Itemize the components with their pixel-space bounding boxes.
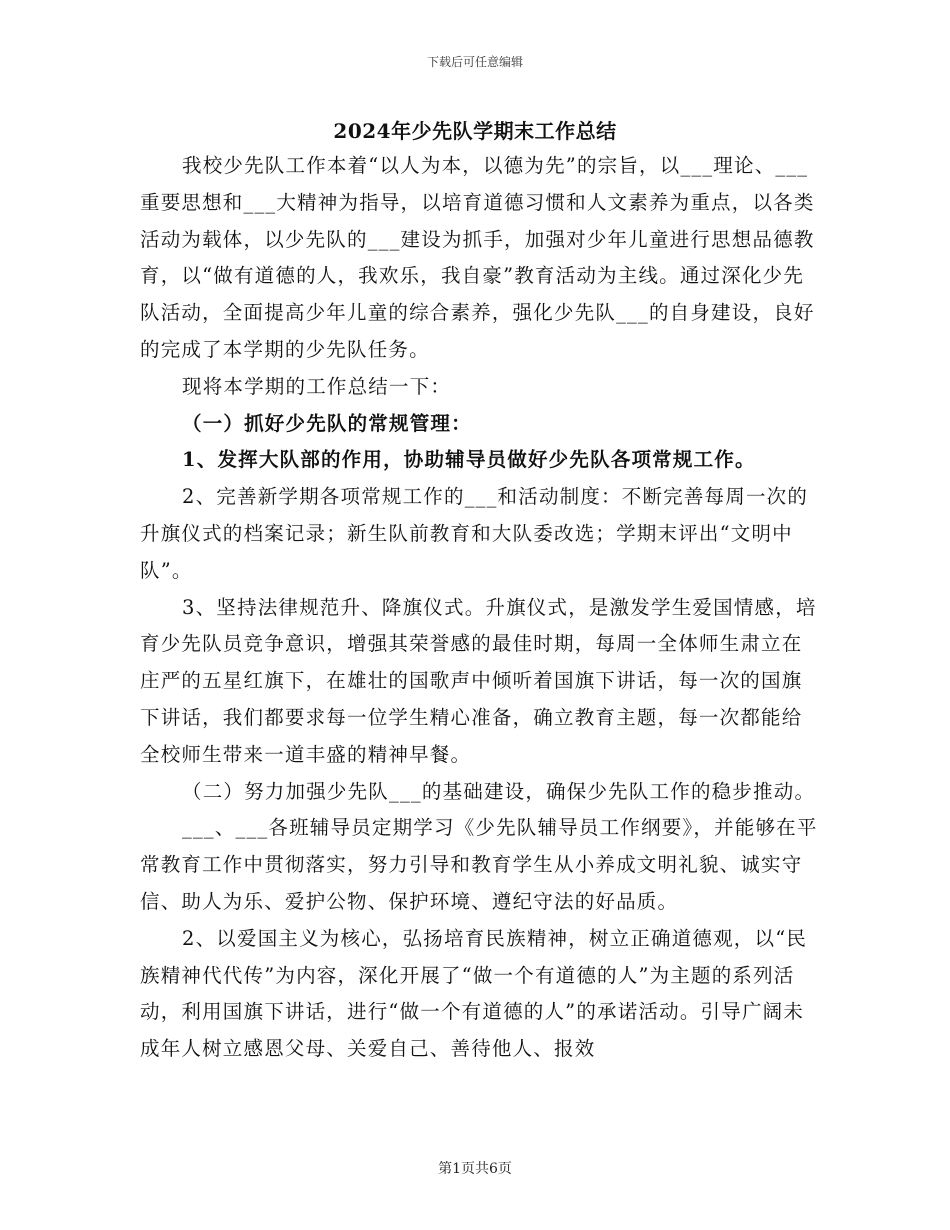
section-heading-2: （二）努力加强少先队___的基础建设，确保少先队工作的稳步推动。 [182, 779, 816, 803]
section-heading-1: （一）抓好少先队的常规管理： [182, 411, 472, 435]
summary-lead-paragraph: 现将本学期的工作总结一下： [182, 374, 452, 398]
page-number-footer: 第1页共6页 [438, 1161, 512, 1177]
item-paragraph-section2-1: ___、___各班辅导员定期学习《少先队辅导员工作纲要》，并能够在平常教育工作中贯彻落实，努力引导和教育学生从小养成文明礼貌、诚实守信、助人为乐、爱护公物、保护环境、遵纪守法的好品质。 [140, 816, 818, 913]
intro-paragraph: 我校少先队工作本着“以人为本，以德为先”的宗旨，以___理论、___重要思想和___大精神为指导，以培育道德习惯和人文素养为重点，以各类活动为载体，以少先队的___建设为抓手，加强对少年儿童进行思想品德教育，以“做有道德的人，我欢乐，我自豪”教育活动为主线。通过深化少先队活动，全面提高少年儿童的综合素养，强化少先队___的自身建设，良好的完成了本学期的少先队任务。 [140, 154, 815, 361]
document-title: 2024年少先队学期末工作总结 [333, 119, 617, 143]
item-paragraph-2: 2、完善新学期各项常规工作的___和活动制度：不断完善每周一次的升旗仪式的档案记录；新生队前教育和大队委改选；学期末评出“文明中队”。 [140, 485, 809, 582]
header-note: 下载后可任意编辑 [426, 55, 523, 69]
item-heading-1: 1、发挥大队部的作用，协助辅导员做好少先队各项常规工作。 [182, 448, 756, 472]
item-paragraph-3: 3、坚持法律规范升、降旗仪式。升旗仪式，是激发学生爱国情感，培育少先队员竞争意识，增强其荣誉感的最佳时期，每周一全体师生肃立在庄严的五星红旗下，在雄壮的国歌声中倾听着国旗下讲话，每一次的国旗下讲话，我们都要求每一位学生精心准备，确立教育主题，每一次都能给全校师生带来一道丰盛的精神早餐。 [140, 595, 817, 766]
item-paragraph-section2-2: 2、以爱国主义为核心，弘扬培育民族精神，树立正确道德观，以“民族精神代代传”为内容，深化开展了“做一个有道德的人”为主题的系列活动，利用国旗下讲话，进行“做一个有道德的人”的承诺活动。引导广阔未成年人树立感恩父母、关爱自己、善待他人、报效 [140, 926, 808, 1061]
document-body [140, 148, 820, 1068]
